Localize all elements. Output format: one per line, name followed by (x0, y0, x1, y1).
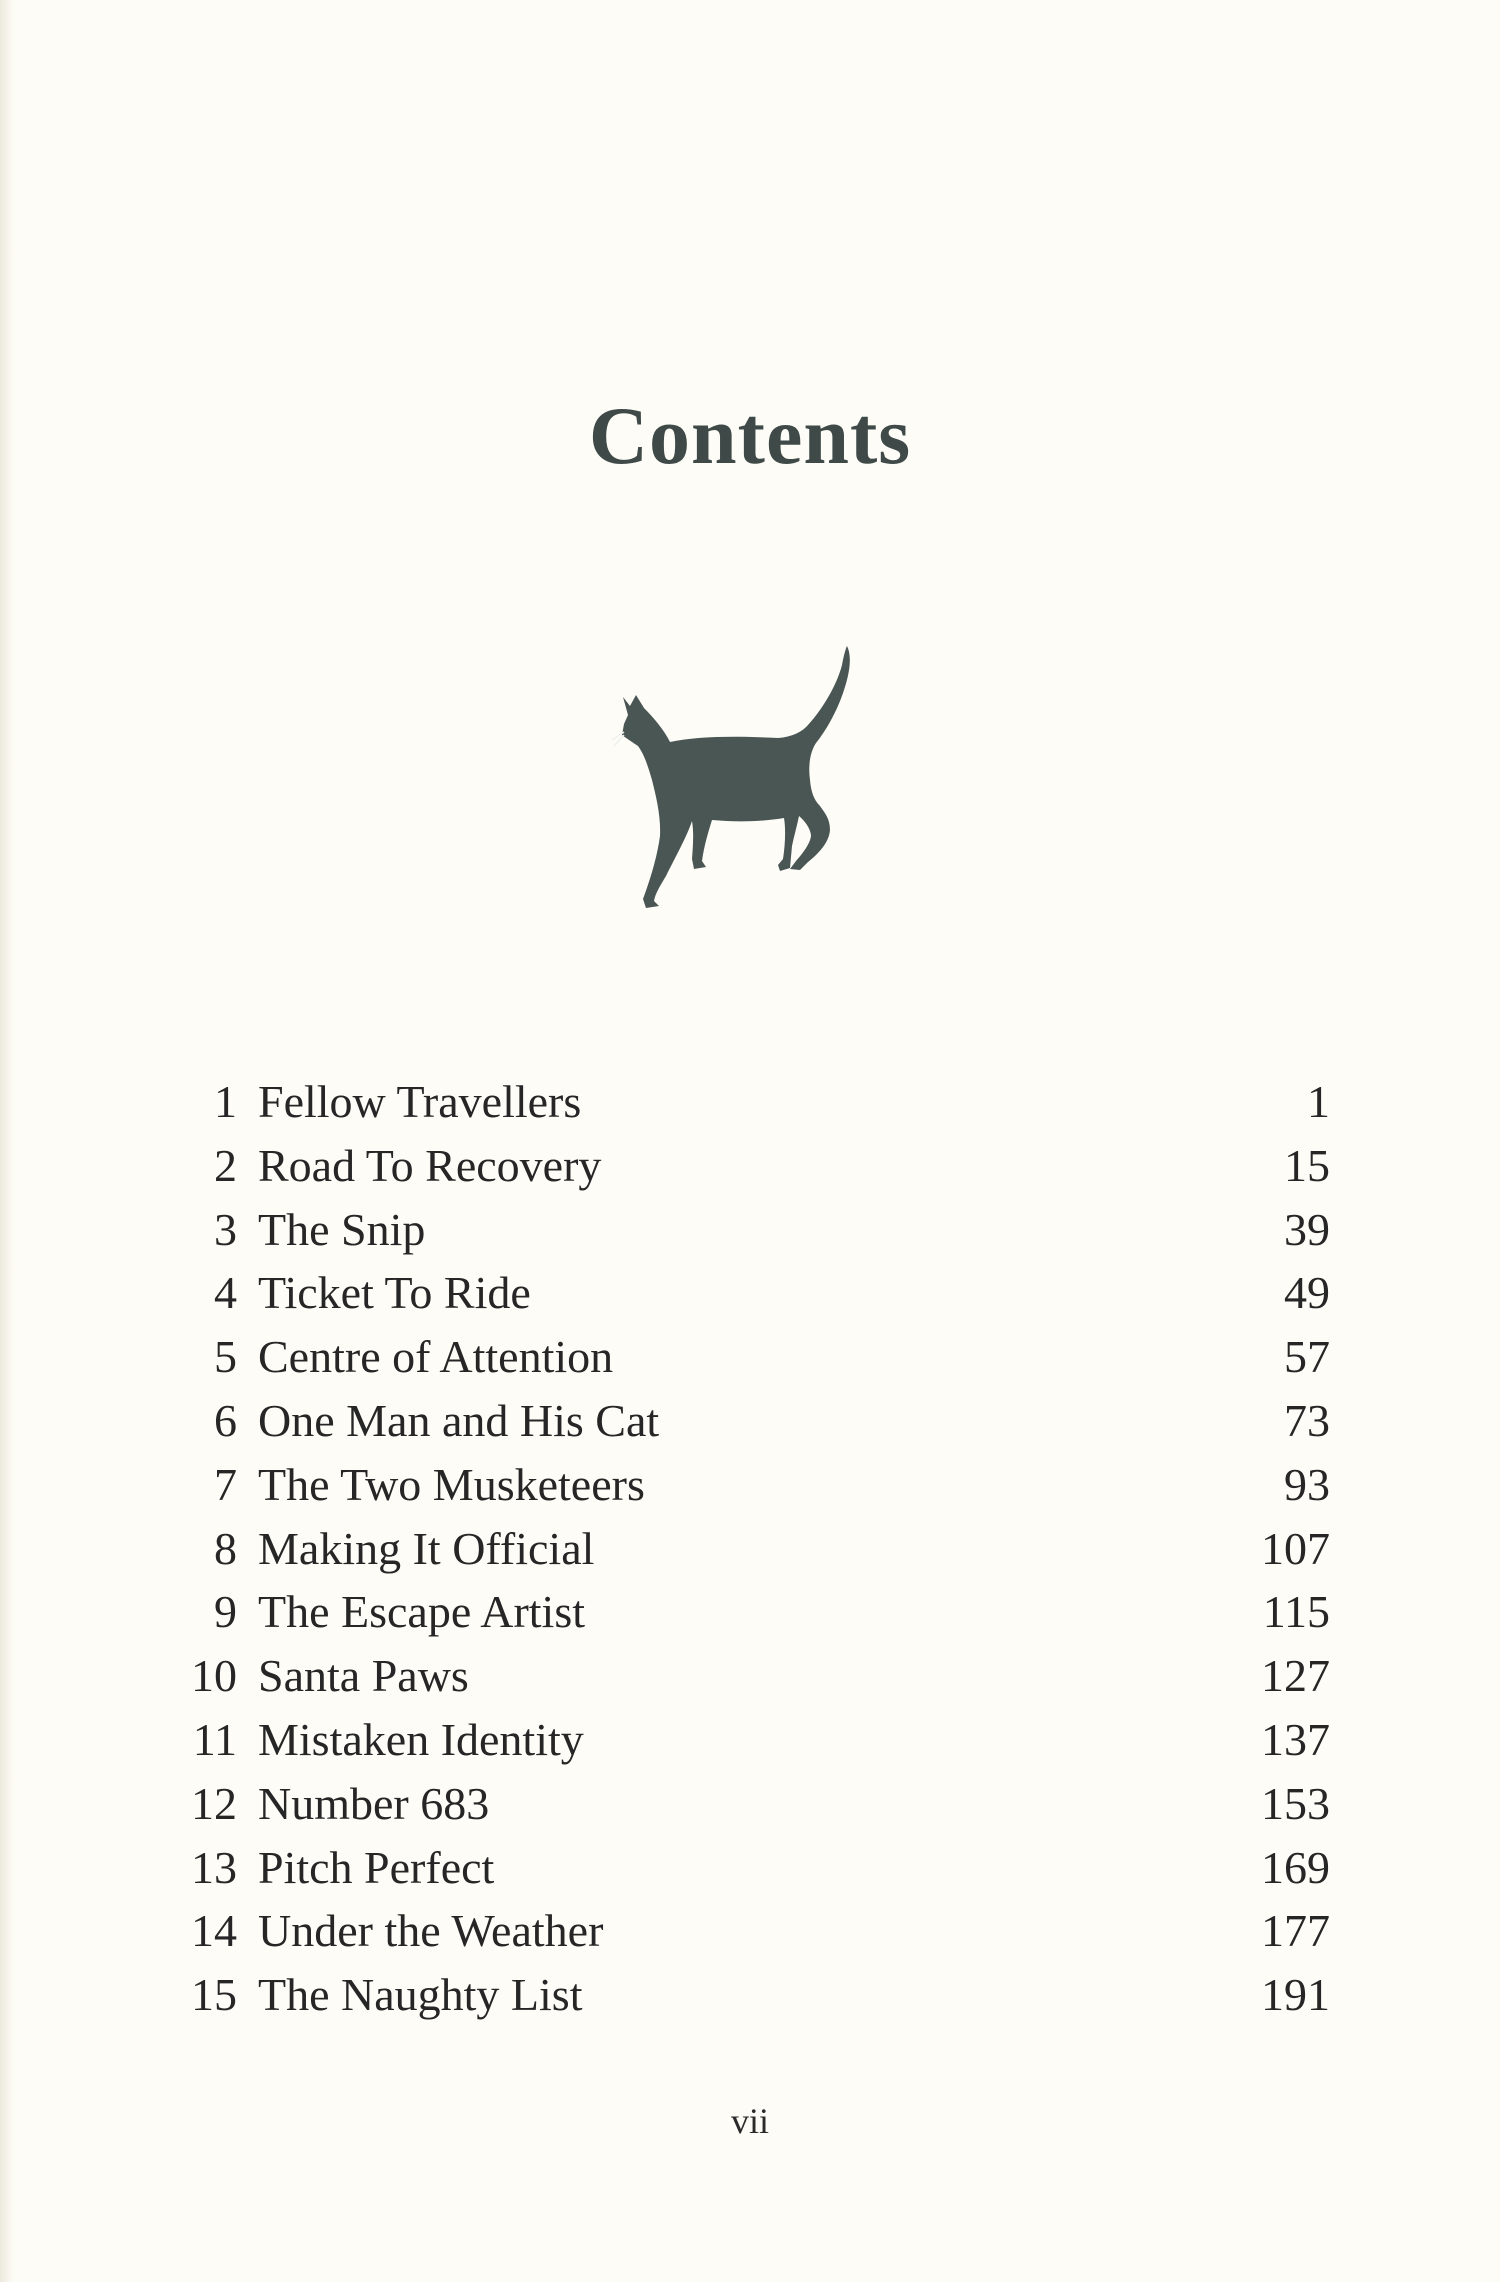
chapter-number: 11 (192, 1713, 237, 1765)
chapter-title: One Man and His Cat (258, 1394, 660, 1446)
chapter-title: The Escape Artist (258, 1586, 586, 1638)
chapter-page-number: 115 (1262, 1586, 1330, 1638)
chapter-title: Santa Paws (258, 1650, 469, 1702)
chapter-number: 1 (214, 1076, 237, 1127)
toc-entry (150, 1261, 1330, 1325)
chapter-number: 6 (214, 1394, 237, 1446)
chapter-title: Ticket To Ride (258, 1267, 531, 1319)
toc-entry (150, 1644, 1330, 1708)
chapter-page-number: 191 (1261, 1969, 1330, 2021)
chapter-title: Number 683 (258, 1777, 490, 1829)
chapter-title: The Naughty List (258, 1969, 583, 2021)
chapter-page-number: 1 (1307, 1076, 1330, 1127)
chapter-page-number: 153 (1261, 1777, 1330, 1829)
chapter-number: 5 (214, 1331, 237, 1383)
chapter-number: 13 (191, 1841, 237, 1893)
chapter-number: 3 (214, 1203, 237, 1255)
chapter-title: The Two Musketeers (258, 1458, 645, 1510)
chapter-page-number: 15 (1284, 1139, 1330, 1191)
contents-list (150, 1070, 1330, 2027)
chapter-title: Road To Recovery (258, 1139, 602, 1191)
chapter-number: 12 (191, 1777, 237, 1829)
page-title: Contents (588, 390, 912, 481)
chapter-title: Fellow Travellers (258, 1076, 582, 1127)
toc-entry (150, 1899, 1330, 1963)
chapter-number: 9 (214, 1586, 237, 1638)
chapter-page-number: 39 (1284, 1203, 1330, 1255)
toc-entry (150, 1198, 1330, 1262)
chapter-number: 8 (214, 1522, 237, 1574)
chapter-page-number: 177 (1261, 1905, 1330, 1957)
page-edge (0, 0, 14, 2282)
chapter-page-number: 107 (1261, 1522, 1330, 1574)
chapter-page-number: 137 (1261, 1713, 1330, 1765)
chapter-page-number: 93 (1284, 1458, 1330, 1510)
chapter-number: 7 (214, 1458, 237, 1510)
chapter-page-number: 49 (1284, 1267, 1330, 1319)
toc-entry (150, 1134, 1330, 1198)
chapter-number: 15 (191, 1969, 237, 2021)
chapter-page-number: 127 (1261, 1650, 1330, 1702)
cat-silhouette-icon (610, 640, 910, 920)
chapter-title: Pitch Perfect (258, 1841, 495, 1893)
toc-entry (150, 1963, 1330, 2027)
chapter-number: 4 (214, 1267, 237, 1319)
chapter-title: Mistaken Identity (258, 1713, 584, 1765)
toc-entry (150, 1836, 1330, 1900)
toc-entry (150, 1389, 1330, 1453)
toc-entry (150, 1453, 1330, 1517)
toc-entry (150, 1772, 1330, 1836)
chapter-page-number: 57 (1284, 1331, 1330, 1383)
chapter-title: Under the Weather (258, 1905, 604, 1957)
chapter-title: Making It Official (258, 1522, 595, 1574)
toc-entry (150, 1517, 1330, 1581)
toc-entry (150, 1580, 1330, 1644)
chapter-number: 14 (191, 1905, 237, 1957)
toc-entry (150, 1070, 1330, 1134)
chapter-number: 10 (191, 1650, 237, 1702)
toc-entry (150, 1708, 1330, 1772)
chapter-title: The Snip (258, 1203, 426, 1255)
chapter-page-number: 73 (1284, 1394, 1330, 1446)
chapter-page-number: 169 (1261, 1841, 1330, 1893)
chapter-title: Centre of Attention (258, 1331, 614, 1383)
toc-entry (150, 1325, 1330, 1389)
page-number: vii (730, 2101, 769, 2141)
chapter-number: 2 (214, 1139, 237, 1191)
